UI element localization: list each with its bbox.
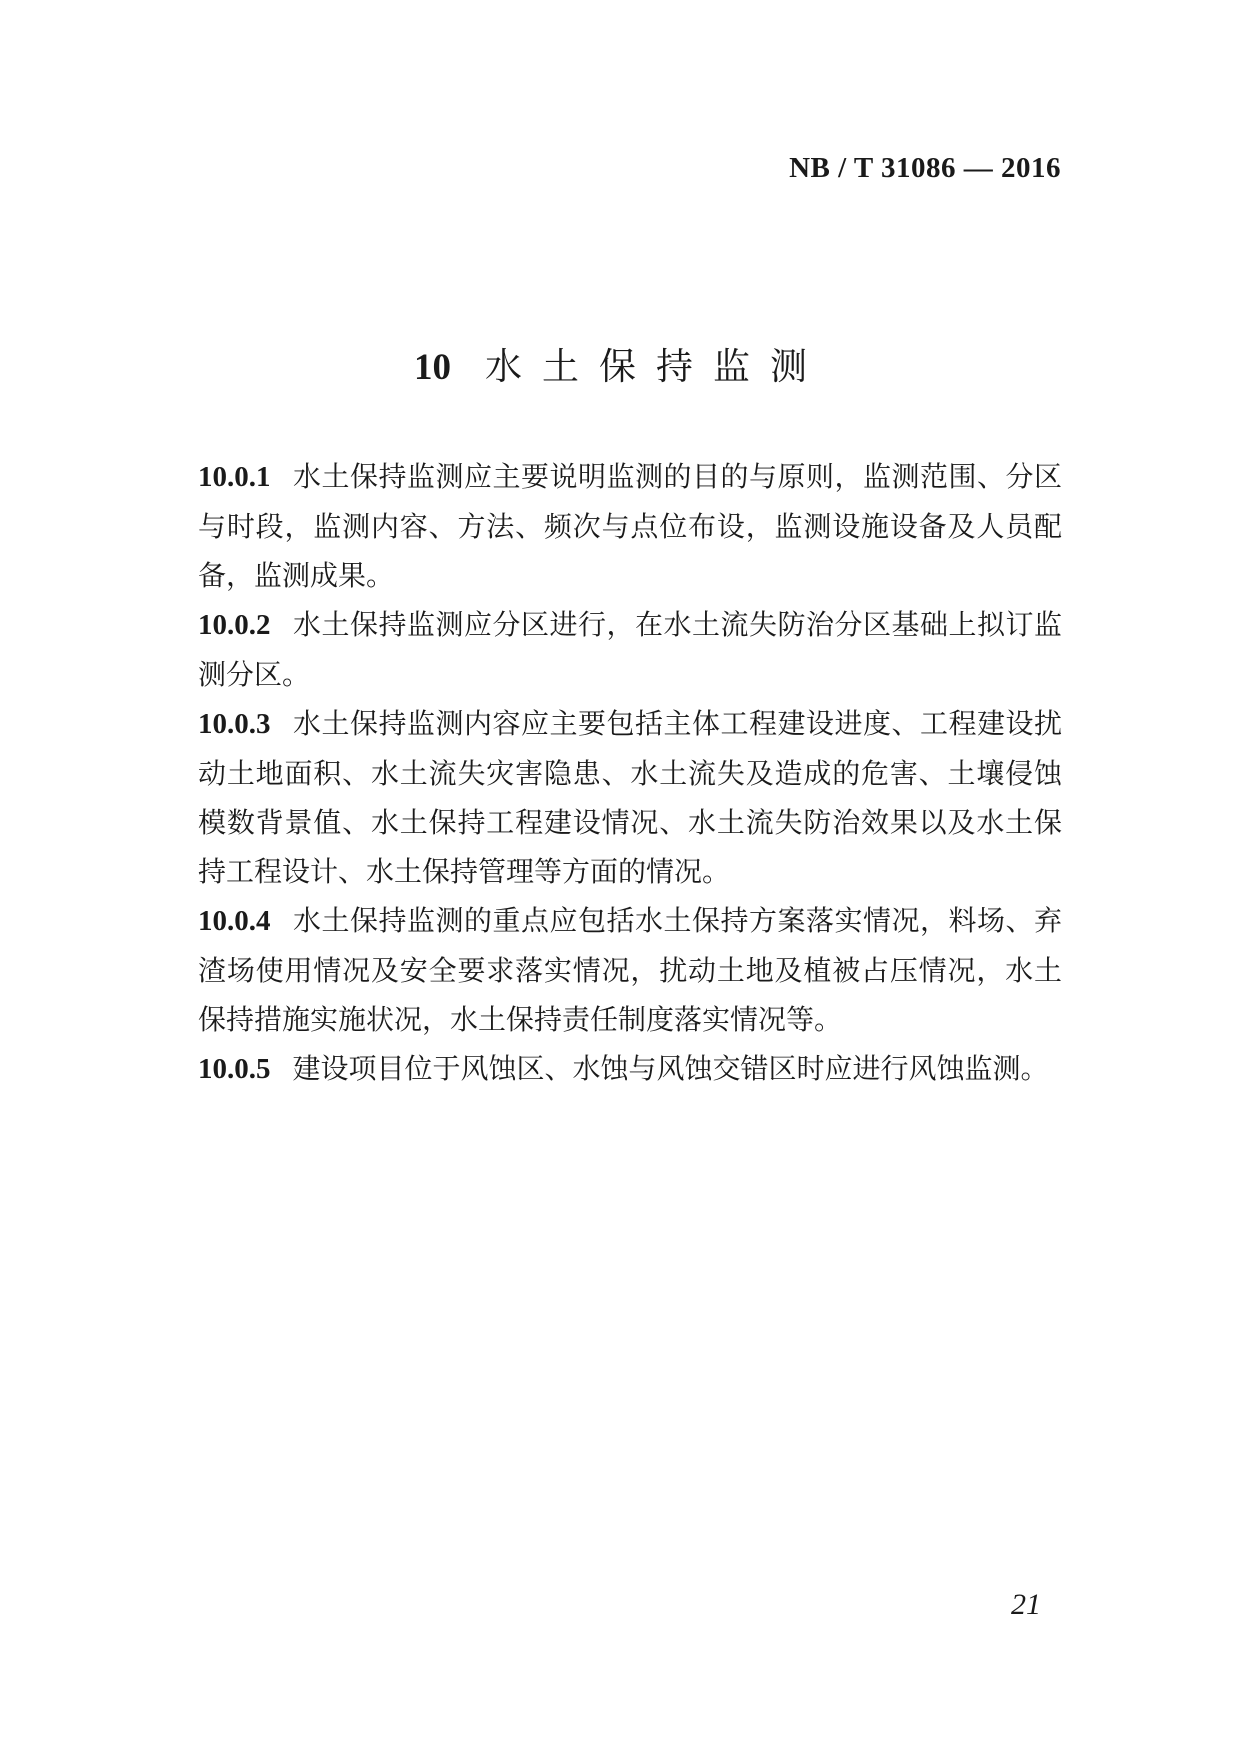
chapter-heading: [0, 336, 1241, 390]
clause-number: 10.0.2: [198, 609, 271, 641]
clause-10-0-1: [198, 452, 1062, 600]
clause-10-0-3: [198, 699, 1062, 896]
chapter-title: 水土保持监测: [485, 345, 827, 388]
clause-number: 10.0.4: [198, 905, 271, 937]
standard-code: NB / T 31086 — 2016: [789, 152, 1061, 184]
clause-text: 建设项目位于风蚀区、水蚀与风蚀交错区时应进行风蚀监测。: [292, 1052, 1049, 1085]
clause-number: 10.0.5: [198, 1053, 271, 1085]
clause-10-0-4: [198, 896, 1062, 1044]
clause-10-0-5: [198, 1044, 1062, 1094]
chapter-number: 10: [414, 347, 451, 388]
clause-10-0-2: [198, 600, 1062, 699]
clause-list: [198, 452, 1062, 1094]
clause-text: 水土保持监测内容应主要包括主体工程建设进度、工程建设扰动土地面积、水土流失灾害隐患、水土流失及造成的危害、土壤侵蚀模数背景值、水土保持工程建设情况、水土流失防治效果以及水土保持工程设计、水土保持管理等方面的情况。: [198, 707, 1062, 888]
clause-number: 10.0.3: [198, 708, 271, 740]
clause-number: 10.0.1: [198, 461, 271, 493]
clause-text: 水土保持监测的重点应包括水土保持方案落实情况，料场、弃渣场使用情况及安全要求落实情况，扰动土地及植被占压情况，水土保持措施实施状况，水土保持责任制度落实情况等。: [198, 904, 1062, 1036]
page-number: 21: [1011, 1588, 1041, 1621]
clause-text: 水土保持监测应主要说明监测的目的与原则，监测范围、分区与时段，监测内容、方法、频次与点位布设，监测设施设备及人员配备，监测成果。: [198, 460, 1062, 592]
clause-text: 水土保持监测应分区进行，在水土流失防治分区基础上拟订监测分区。: [198, 608, 1062, 691]
